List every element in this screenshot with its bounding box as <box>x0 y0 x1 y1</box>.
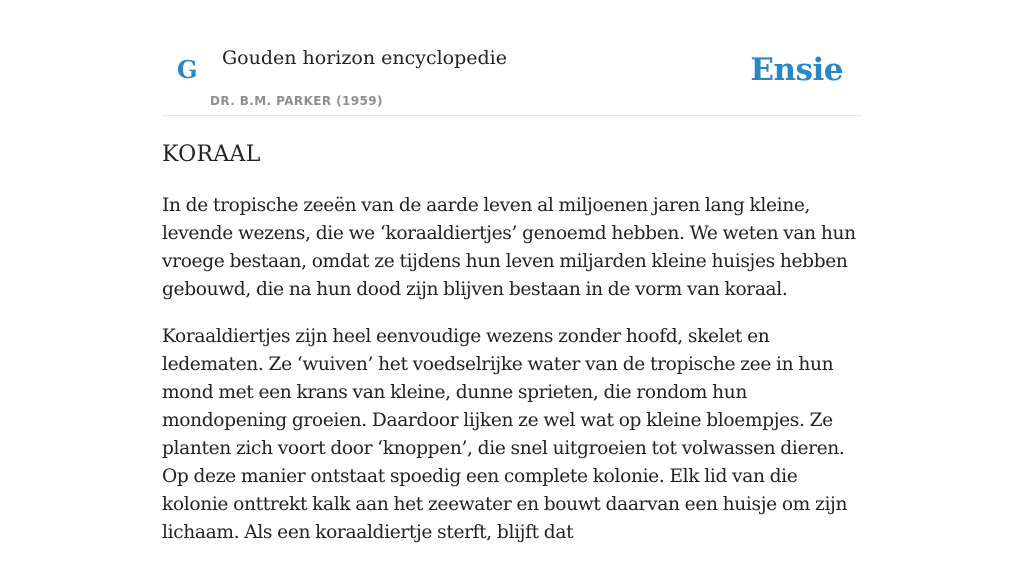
book-title-link[interactable]: Gouden horizon encyclopedie <box>222 47 507 69</box>
paragraph: Koraaldiertjes zijn heel eenvoudige wezens zonder hoofd, skelet en ledematen. Ze ‘wuiven’ het voedselrijke water van de tropische zee in hun mond met een krans van kleine, dunne sprieten, die rondom hun mondopening groeien. Daardoor lijken ze wel wat op kleine bloempjes. Ze planten zich voort door ‘knoppen’, die snel uitgroeien tot volwassen dieren. Op deze manier ontstaat spoedig een complete kolonie. Elk lid van die kolonie onttrekt kalk aan het zeewater en bouwt daarvan een huisje om zijn lichaam. Als een koraaldiertje sterft, blijft dat <box>162 326 848 543</box>
book-logo[interactable]: G <box>177 55 198 84</box>
page-container <box>162 0 862 543</box>
paragraph: In de tropische zeeën van de aarde leven al miljoenen jaren lang kleine, levende wezens, die we ‘koraaldiertjes’ genoemd hebben. We weten van hun vroege bestaan, omdat ze tijdens hun leven miljarden kleine huisjes hebben gebouwd, die na hun dood zijn blijven bestaan in de vorm van koraal. <box>162 195 856 300</box>
entry-title: KORAAL <box>162 142 261 167</box>
entry-body <box>162 192 862 566</box>
header <box>162 0 862 116</box>
ensie-logo[interactable]: Ensie <box>750 52 843 88</box>
book-author: DR. B.M. PARKER (1959) <box>210 94 383 108</box>
